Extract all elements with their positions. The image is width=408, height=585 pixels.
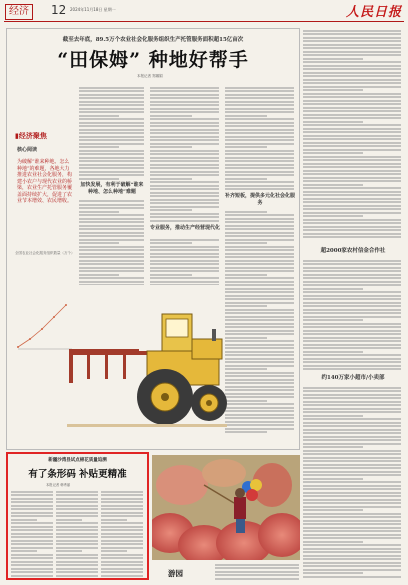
bottom-article-column-2 xyxy=(56,489,99,577)
right-column-text-3 xyxy=(303,385,403,580)
photo-caption xyxy=(215,562,301,580)
right-column-subhead-2: 约140万家小超市/小卖部 xyxy=(321,375,385,381)
bottom-article-headline: 有了条形码 补贴更精准 xyxy=(28,469,127,480)
article-byline: 本报记者 郑娜娟 xyxy=(137,74,163,78)
page-number: 12 xyxy=(51,3,67,17)
article-kicker: 截至去年底，89.5万个农业社会化服务组织生产托管服务面积超15亿亩次 xyxy=(62,37,244,43)
article-subhead-3: 补齐短板，提供多元化社会化服务 xyxy=(225,193,296,206)
bottom-article-column-3 xyxy=(101,489,144,577)
article-column-3 xyxy=(225,85,295,435)
article-column-2 xyxy=(150,85,220,285)
right-column-text-1 xyxy=(303,28,403,240)
sidebar-subhead: 核心阅读 xyxy=(17,147,38,153)
bottom-article-byline: 本报记者 韩秀丽 xyxy=(46,483,71,487)
article-subhead-2: 专业服务，推动生产经营现代化 xyxy=(150,225,221,231)
photo-title: 游园 xyxy=(168,569,183,578)
bookmark-icon: ▮ xyxy=(15,132,19,140)
right-column-articles xyxy=(303,28,403,583)
right-column-subhead-1: 超2000家农村信金合作社 xyxy=(320,248,386,254)
main-article xyxy=(6,28,300,450)
sidebar-summary: 为破解“谁来种地、怎么种地”的难题，各地大力推进农业社会化服务，构建小农户与现代农业的桥梁，农业生产托管服务覆盖面持续扩大，促进了农业节本增效、农民增收。 xyxy=(17,159,73,204)
park-photo xyxy=(152,455,300,560)
highlighted-article xyxy=(6,452,149,580)
newspaper-logo: 人民日报 xyxy=(345,5,402,20)
chart-caption: 全国农业社会化服务组织数量（万个） xyxy=(15,251,75,255)
header-rule xyxy=(4,21,404,22)
sidebar-label xyxy=(15,131,47,141)
article-headline: “田保姆” 种地好帮手 xyxy=(57,49,249,71)
article-subhead-1: 加快发展，有利于破解“谁来种地、怎么种地”难题 xyxy=(80,182,144,195)
dateline: 2024年11月18日 星期一 xyxy=(70,7,116,12)
bottom-article-kicker: 新疆沙湾县试点棉花质量追溯 xyxy=(48,458,107,463)
section-label: 经济 xyxy=(5,4,33,20)
right-column-text-2 xyxy=(303,258,403,370)
sidebar-label-text: 经济聚焦 xyxy=(18,132,47,140)
bottom-article-column-1 xyxy=(11,489,54,577)
tractor-illustration xyxy=(67,299,227,449)
page-header xyxy=(0,0,408,22)
